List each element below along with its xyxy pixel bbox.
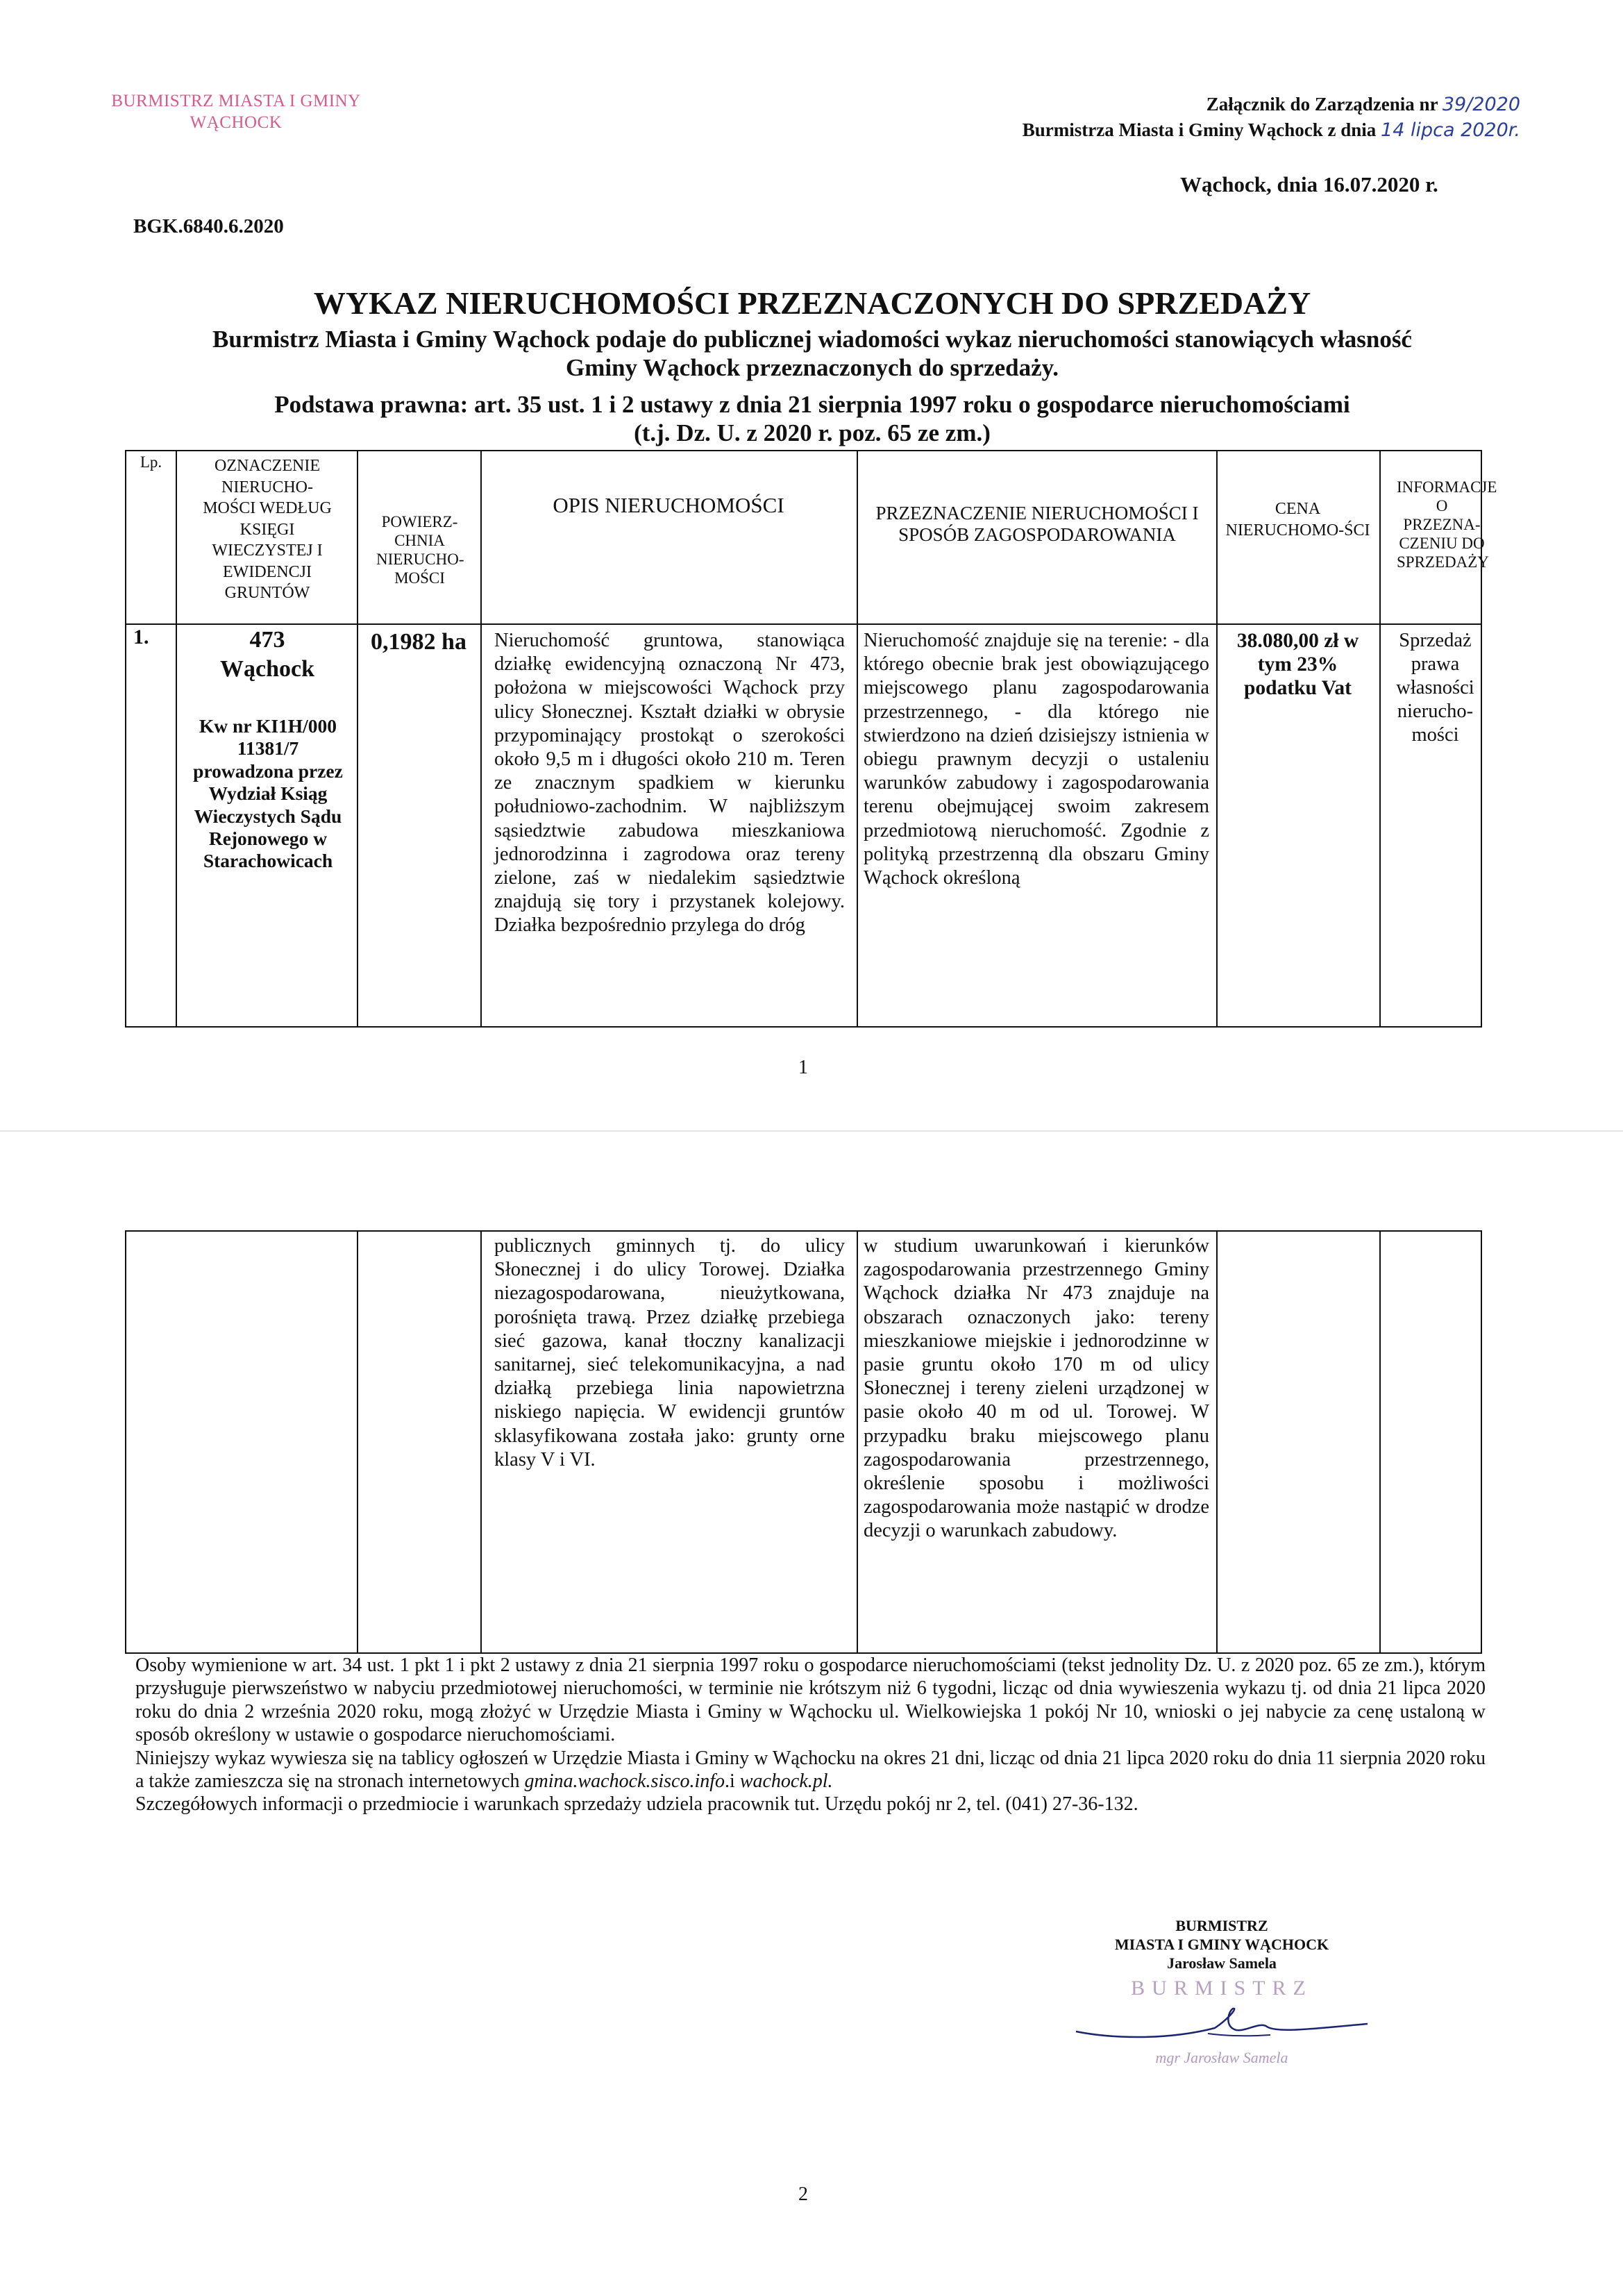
document-title: WYKAZ NIERUCHOMOŚCI PRZEZNACZONYCH DO SPRZEDAŻY bbox=[313, 285, 1311, 321]
stamp-line-1: BURMISTRZ MIASTA I GMINY bbox=[111, 92, 361, 110]
column-divider bbox=[1379, 1232, 1381, 1652]
header-powierzchnia: POWIERZ-CHNIA NIERUCHO-MOŚCI bbox=[376, 513, 464, 587]
column-divider bbox=[1379, 451, 1381, 1026]
plot-number: 473 bbox=[249, 627, 285, 653]
signature-block bbox=[1069, 1916, 1374, 2067]
footer-paragraph-1: Osoby wymienione w art. 34 ust. 1 pkt 1 i pkt 2 ustawy z dnia 21 sierpnia 1997 roku o gospodarce nieruchomościami (tekst jednolity Dz. U. z 2020 poz. 65 ze zm.), którym przysługuje pierwszeństwo w nabyciu przedmiotowej nieruchomości, w terminie nie krótszym niż 6 tygodni, licząc od dnia wywieszenia wykazu tj. od dnia 21 lipca 2020 roku do dnia 2 września 2020 roku, mogą złożyć w Urzędzie Miasta i Gminy w Wąchocku ul. Wielkowiejska 1 pokój Nr 10, wnioski o jej nabycie za cenę ustaloną w sposób określony w ustawie o gospodarce nieruchomościami. bbox=[135, 1654, 1486, 1746]
plot-area: 0,1982 ha bbox=[371, 629, 466, 655]
reference-number: BGK.6840.6.2020 bbox=[133, 215, 284, 237]
header-informacje: INFORMACJE O PRZEZNA-CZENIU DO SPRZEDAŻY bbox=[1397, 478, 1497, 571]
place-date: Wąchock, dnia 16.07.2020 r. bbox=[1180, 172, 1438, 196]
designation-page-1: Nieruchomość znajduje się na terenie: - dla którego obecnie brak jest obowiązującego miejscowego planu zagospodarowania przestrzennego, - dla którego nie stwierdzono na dzień dzisiejszy istnienia w obiegu prawnym decyzji o ustaleniu warunków zabudowy i zagospodarowania terenu obejmującej swoim zakresem przedmiotową nieruchomość. Zgodnie z polityką przestrzenną dla obszaru Gminy Wąchock określoną bbox=[864, 630, 1209, 889]
annex-date: 14 lipca 2020r. bbox=[1381, 119, 1520, 141]
sale-info: Sprzedaż prawa własności nierucho-mości bbox=[1396, 630, 1474, 746]
page-separator bbox=[0, 1130, 1623, 1132]
legal-basis bbox=[69, 390, 1555, 447]
signature-stamp: BURMISTRZ bbox=[1131, 1977, 1313, 2000]
column-divider bbox=[857, 451, 858, 1026]
header-oznaczenie: OZNACZENIE NIERUCHO-MOŚCI WEDŁUG KSIĘGI WIECZYSTEJ I EWIDENCJI GRUNTÓW bbox=[203, 457, 332, 602]
plot-locality: Wąchock bbox=[220, 656, 314, 682]
column-divider bbox=[1216, 451, 1218, 1026]
page-number-1: 1 bbox=[798, 1057, 808, 1078]
subtitle-line-1: Burmistrz Miasta i Gminy Wąchock podaje do publicznej wiadomości wykaz nieruchomości stanowiących własność bbox=[212, 326, 1412, 353]
annex-reference bbox=[736, 92, 1520, 143]
footer-paragraph-2-text: Niniejszy wykaz wywiesza się na tablicy ogłoszeń w Urzędzie Miasta i Gminy w Wąchocku na okres 21 dni, licząc od dnia 21 lipca 2020 roku do dnia 11 sierpnia 2020 roku a także zamieszcza się na stronach internetowych bbox=[135, 1747, 1486, 1793]
signature-office: MIASTA I GMINY WĄCHOCK bbox=[1114, 1936, 1329, 1953]
header-lp: Lp. bbox=[140, 453, 162, 471]
subtitle-line-2: Gminy Wąchock przeznaczonych do sprzedaży. bbox=[565, 354, 1059, 381]
footer-paragraph-3: Szczegółowych informacji o przedmiocie i warunkach sprzedaży udziela pracownik tut. Urzędu pokój nr 2, tel. (041) 27-36-132. bbox=[135, 1793, 1138, 1816]
column-divider bbox=[480, 451, 482, 1026]
legal-line-1: Podstawa prawna: art. 35 ust. 1 i 2 ustawy z dnia 21 sierpnia 1997 roku o gospodarce nieruchomościami bbox=[274, 391, 1350, 418]
property-table-page-1 bbox=[125, 450, 1497, 1028]
header-przeznaczenie: PRZEZNACZENIE NIERUCHOMOŚCI I SPOSÓB ZAGOSPODAROWANIA bbox=[875, 503, 1199, 545]
signature-name: Jarosław Samela bbox=[1167, 1954, 1277, 1972]
column-divider bbox=[176, 451, 177, 1026]
annex-number: 39/2020 bbox=[1442, 94, 1520, 115]
subtitle bbox=[69, 325, 1555, 382]
annex-prefix: Załącznik do Zarządzenia nr bbox=[1206, 94, 1443, 115]
website-link-2[interactable]: wachock.pl. bbox=[739, 1770, 833, 1793]
handwritten-signature bbox=[1069, 2000, 1374, 2049]
footer-paragraph-2 bbox=[135, 1747, 1486, 1793]
footer-notice bbox=[135, 1654, 1486, 1816]
column-divider bbox=[357, 451, 358, 1026]
legal-line-2: (t.j. Dz. U. z 2020 r. poz. 65 ze zm.) bbox=[634, 419, 991, 446]
header-opis: OPIS NIERUCHOMOŚCI bbox=[553, 493, 784, 517]
office-stamp bbox=[104, 90, 368, 133]
signature-stamp-name: mgr Jarosław Samela bbox=[1155, 2049, 1288, 2066]
column-divider bbox=[1216, 1232, 1218, 1652]
column-divider bbox=[357, 1232, 358, 1652]
stamp-line-2: WĄCHOCK bbox=[190, 113, 283, 132]
description-page-1: Nieruchomość gruntowa, stanowiąca działkę ewidencyjną oznaczoną Nr 473, położona w miejscowości Wąchock przy ulicy Słonecznej. Kształt działki w obrysie przypominający prostokąt o szerokości około 9,5 m i długości około 210 m. Teren ze znacznym spadkiem w kierunku południowo-zachodnim. W najbliższym sąsiedztwie zabudowa mieszkaniowa jednorodzinna i zagrodowa oraz tereny zielone, zaś w niedalekim sąsiedztwie znajdują się tory i przystanek kolejowy. Działka bezpośrednio przylega do dróg bbox=[494, 630, 845, 937]
header-cena: CENA NIERUCHOMO-ŚCI bbox=[1225, 500, 1370, 539]
annex-line2-prefix: Burmistrza Miasta i Gminy Wąchock z dnia bbox=[1022, 119, 1381, 140]
annex-line-2 bbox=[736, 117, 1520, 143]
column-divider bbox=[857, 1232, 858, 1652]
footer-separator: .i bbox=[725, 1770, 740, 1793]
annex-line-1 bbox=[736, 92, 1520, 117]
page-number-2: 2 bbox=[798, 2184, 808, 2205]
website-link-1[interactable]: gmina.wachock.sisco.info bbox=[524, 1770, 725, 1793]
description-page-2: publicznych gminnych tj. do ulicy Słonecznej i do ulicy Torowej. Działka niezagospodarowana, nieużytkowana, porośnięta trawą. Przez działkę przebiega sieć gazowa, kanał tłoczny kanalizacji sanitarnej, sieć telekomunikacyjna, a nad działką przebiega linia napowietrzna niskiego napięcia. W ewidencji gruntów sklasyfikowana została jako: grunty orne klasy V i VI. bbox=[494, 1235, 845, 1470]
header-separator bbox=[126, 623, 1481, 625]
signature-title: BURMISTRZ bbox=[1175, 1917, 1268, 1934]
column-divider bbox=[480, 1232, 482, 1652]
row-lp: 1. bbox=[133, 626, 149, 648]
designation-page-2: w studium uwarunkowań i kierunków zagospodarowania przestrzennego Gminy Wąchock działka Nr 473 znajduje na obszarach oznaczonych jako: tereny mieszkaniowe miejskie i jednorodzinne w pasie gruntu około 170 m od ulicy Słonecznej i tereny zieleni urządzonej w pasie około 40 m od ul. Torowej. W przypadku braku miejscowego planu zagospodarowania przestrzennego, określenie sposobu i możliwości zagospodarowania może nastąpić w drodze decyzji o warunkach zabudowy. bbox=[864, 1235, 1209, 1542]
land-register-info: Kw nr KI1H/000 11381/7 prowadzona przez Wydział Ksiąg Wieczystych Sądu Rejonowego w Starachowicach bbox=[193, 715, 343, 872]
price: 38.080,00 zł w tym 23% podatku Vat bbox=[1236, 630, 1359, 699]
property-table-page-2 bbox=[125, 1230, 1482, 1654]
